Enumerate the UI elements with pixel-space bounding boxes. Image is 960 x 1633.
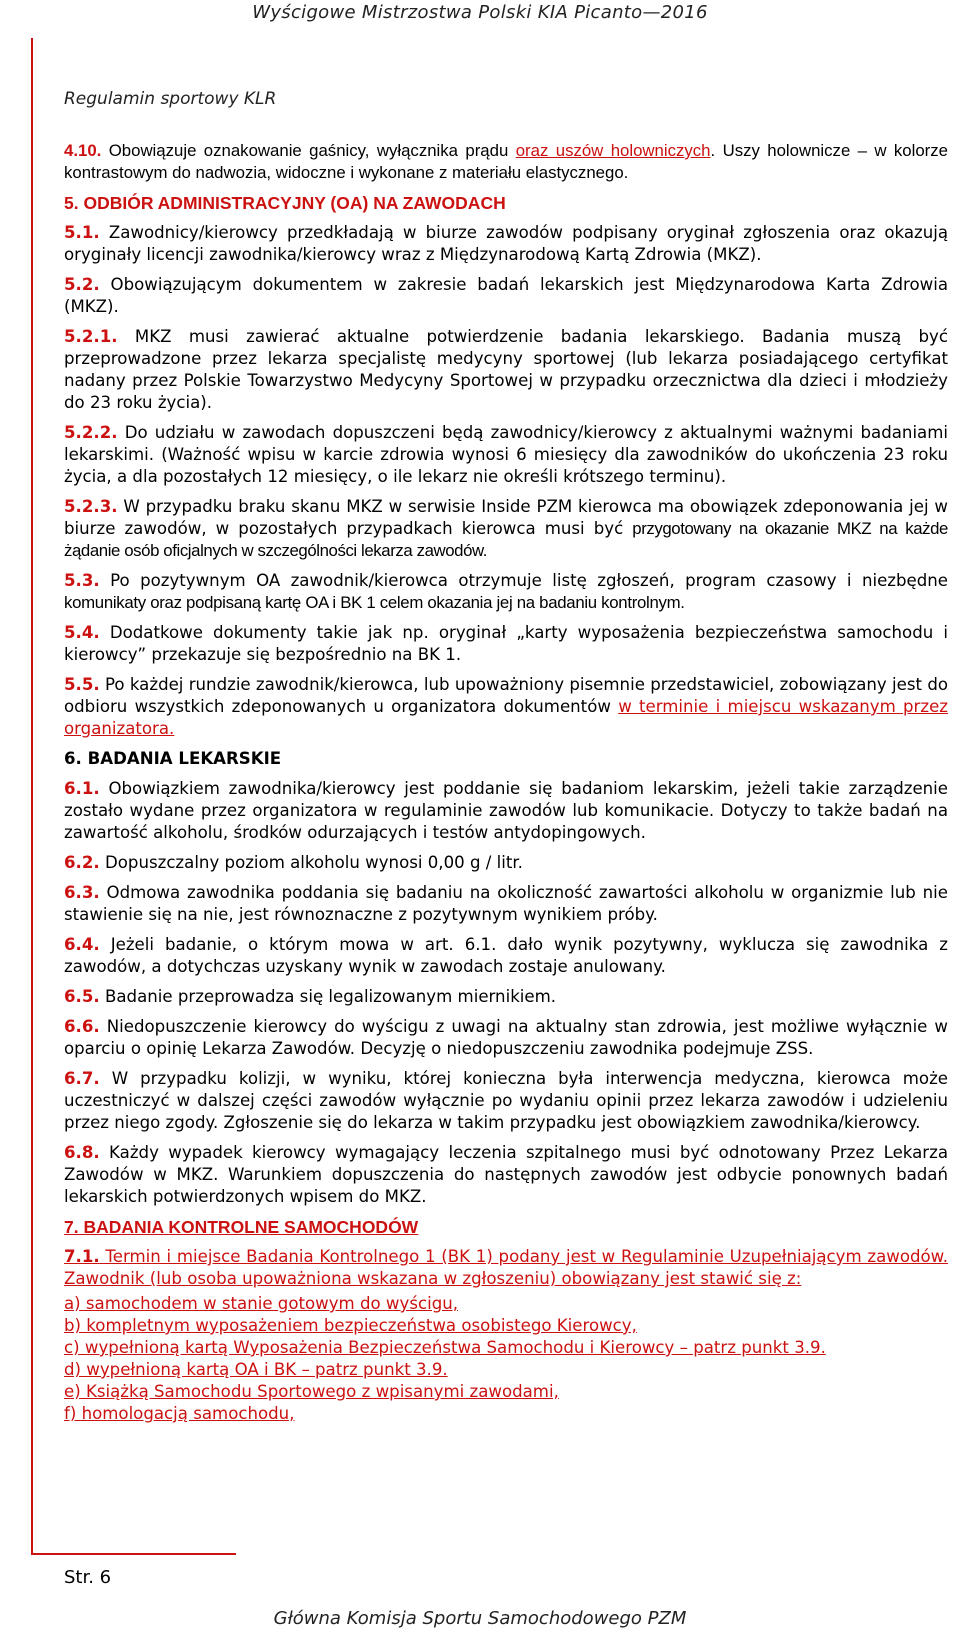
paragraph-text: Każdy wypadek kierowcy wymagający leczenia szpitalnego musi być odnotowany Przez Lekarza Zawodów w MKZ. Warunkiem dopuszczenia do następnych zawodów jest odbycie ponownych badań lekarskich potwierdzonych wpisem do MKZ. bbox=[64, 1143, 948, 1206]
list-item: a) samochodem w stanie gotowym do wyścigu, bbox=[64, 1294, 459, 1313]
paragraph-5-3 bbox=[64, 570, 948, 614]
footer-rule bbox=[31, 1553, 236, 1555]
section-7-heading: 7. BADANIA KONTROLNE SAMOCHODÓW bbox=[64, 1217, 419, 1237]
paragraph-number: 5.2.1. bbox=[64, 327, 118, 346]
paragraph-text: W przypadku kolizji, w wyniku, której konieczna była interwencja medyczna, kierowca może uczestniczyć w dalszej części zawodów wyłącznie po wydaniu opinii przez lekarza zawodów i udzieleniu przez niego zgody. Zgłoszenie się do lekarza w takim przypadku jest obowiązkiem zawodnika/kierowcy. bbox=[64, 1069, 948, 1132]
paragraph-text: Zawodnicy/kierowcy przedkładają w biurze zawodów podpisany oryginał zgłoszenia oraz okazują oryginały licencji zawodnika/kierowcy wraz z Międzynarodową Kartą Zdrowia (MKZ). bbox=[64, 223, 948, 264]
paragraph-text: Obowiązuje oznakowanie gaśnicy, wyłącznika prądu bbox=[101, 141, 516, 160]
paragraph-text: Do udziału w zawodach dopuszczeni będą zawodnicy/kierowcy z aktualnymi ważnymi badaniami lekarskimi. (Ważność wpisu w karcie zdrowia wynosi 6 miesięcy dla zawodników do ukończenia 23 roku życia, a dla pozostałych 12 miesięcy, o ile lekarz nie określi krótszego terminu). bbox=[64, 423, 948, 486]
paragraph-5-2-2 bbox=[64, 422, 948, 488]
paragraph-text: Dodatkowe dokumenty takie jak np. oryginał „karty wyposażenia bezpieczeństwa samochodu i kierowcy” przekazuje się bezpośrednio na BK 1. bbox=[64, 623, 948, 664]
paragraph-6-8 bbox=[64, 1142, 948, 1208]
paragraph-6-7 bbox=[64, 1068, 948, 1134]
paragraph-5-5 bbox=[64, 674, 948, 740]
list-item: e) Książką Samochodu Sportowego z wpisanymi zawodami, bbox=[64, 1382, 559, 1401]
paragraph-number: 6.3. bbox=[64, 883, 100, 902]
red-underlined-text: w terminie i miejscu wskazanym przez organizatora. bbox=[64, 697, 949, 738]
paragraph-6-3 bbox=[64, 882, 948, 926]
paragraph-number: 5.2.3. bbox=[64, 497, 118, 516]
paragraph-4-10 bbox=[64, 140, 948, 184]
paragraph-6-6 bbox=[64, 1016, 948, 1060]
paragraph-number: 7.1. bbox=[64, 1247, 100, 1266]
paragraph-7-1 bbox=[64, 1246, 948, 1290]
left-margin-rule bbox=[31, 38, 33, 1555]
paragraph-number: 6.8. bbox=[64, 1143, 100, 1162]
paragraph-text: Po pozytywnym OA zawodnik/kierowca otrzymuje listę zgłoszeń, program czasowy i niezbędne bbox=[99, 571, 948, 590]
red-underlined-text: oraz uszów holowniczych bbox=[515, 141, 711, 160]
paragraph-number: 5.3. bbox=[64, 571, 100, 590]
list-item: d) wypełnioną kartą OA i BK – patrz punkt 3.9. bbox=[64, 1360, 448, 1379]
paragraph-5-2-3 bbox=[64, 496, 948, 562]
paragraph-text: Odmowa zawodnika poddania się badaniu na okoliczność zawartości alkoholu w organizmie lub nie stawienie się na nie, jest równoznaczne z pozytywnym wynikiem próby. bbox=[64, 883, 948, 924]
paragraph-number: 6.7. bbox=[64, 1069, 100, 1088]
paragraph-number: 6.2. bbox=[64, 853, 100, 872]
paragraph-number: 5.1. bbox=[64, 223, 100, 242]
paragraph-text: Badanie przeprowadza się legalizowanym miernikiem. bbox=[99, 987, 557, 1006]
document-header-title: Wyścigowe Mistrzostwa Polski KIA Picanto—2016 bbox=[252, 2, 708, 23]
paragraph-number: 5.2. bbox=[64, 275, 100, 294]
paragraph-text: komunikaty oraz podpisaną kartę OA i BK 1 celem okazania jej na badaniu kontrolnym. bbox=[64, 593, 685, 612]
paragraph-text: Obowiązkiem zawodnika/kierowcy jest poddanie się badaniom lekarskim, jeżeli takie zarządzenie zostało wydane przez organizatora w regulaminie zawodów lub komunikacie. Dotyczy to także badań na zawartość alkoholu, środków odurzających i testów antydopingowych. bbox=[64, 779, 948, 842]
paragraph-text: Niedopuszczenie kierowcy do wyścigu z uwagi na aktualny stan zdrowia, jest możliwe wyłącznie w oparciu o opinię Lekarza Zawodów. Decyzję o niedopuszczeniu zawodnika podejmuje ZSS. bbox=[64, 1017, 948, 1058]
document-footer-org: Główna Komisja Sportu Samochodowego PZM bbox=[273, 1608, 687, 1629]
document-body bbox=[64, 140, 948, 1425]
paragraph-text: W przypadku braku skanu MKZ w serwisie Inside PZM kierowca ma obowiązek zdeponowania jej w biurze zawodów, w pozostałych przypadkach kierowca musi być bbox=[64, 497, 948, 538]
paragraph-text: Termin i miejsce Badania Kontrolnego 1 (BK 1) podany jest w Regulaminie Uzupełniającym zawodów. Zawodnik (lub osoba upoważniona wskazana w zgłoszeniu) obowiązany jest stawić się z: bbox=[64, 1247, 948, 1288]
paragraph-text: Jeżeli badanie, o którym mowa w art. 6.1. dało wynik pozytywny, wyklucza się zawodnika z zawodów, a dotychczas uzyskany wynik w zawodach zostaje anulowany. bbox=[64, 935, 948, 976]
paragraph-number: 6.1. bbox=[64, 779, 100, 798]
paragraph-number: 4.10. bbox=[64, 141, 102, 160]
paragraph-text: . Uszy holownicze – w kolorze kontrastowym do nadwozia, widoczne i wykonane z materiału elastycznego. bbox=[64, 141, 948, 182]
paragraph-number: 5.2.2. bbox=[64, 423, 118, 442]
paragraph-number: 6.4. bbox=[64, 935, 100, 954]
paragraph-6-1 bbox=[64, 778, 948, 844]
paragraph-5-2 bbox=[64, 274, 948, 318]
paragraph-text: Po każdej rundzie zawodnik/kierowca, lub upoważniony pisemnie przedstawiciel, zobowiązany jest do odbioru wszystkich zdeponowanych u organizatora dokumentów bbox=[64, 675, 948, 716]
paragraph-text: przygotowany na okazanie MKZ na każde żądanie osób oficjalnych w szczególności lekarza zawodów. bbox=[64, 519, 948, 560]
paragraph-6-2 bbox=[64, 852, 948, 874]
paragraph-6-5 bbox=[64, 986, 948, 1008]
paragraph-5-2-1 bbox=[64, 326, 948, 414]
section-6-heading: 6. BADANIA LEKARSKIE bbox=[64, 749, 282, 768]
paragraph-number: 5.4. bbox=[64, 623, 100, 642]
list-item: f) homologacją samochodu, bbox=[64, 1404, 295, 1423]
paragraph-text: Dopuszczalny poziom alkoholu wynosi 0,00 g / litr. bbox=[99, 853, 523, 872]
list-item: c) wypełnioną kartą Wyposażenia Bezpieczeństwa Samochodu i Kierowcy – patrz punkt 3.9. bbox=[64, 1338, 826, 1357]
paragraph-6-4 bbox=[64, 934, 948, 978]
section-5-heading: 5. ODBIÓR ADMINISTRACYJNY (OA) NA ZAWODACH bbox=[64, 193, 506, 213]
paragraph-number: 6.5. bbox=[64, 987, 100, 1006]
paragraph-text: Obowiązującym dokumentem w zakresie badań lekarskich jest Międzynarodowa Karta Zdrowia (MKZ). bbox=[64, 275, 948, 316]
requirements-list bbox=[64, 1293, 948, 1425]
page-number: Str. 6 bbox=[64, 1567, 112, 1588]
paragraph-5-4 bbox=[64, 622, 948, 666]
paragraph-5-1 bbox=[64, 222, 948, 266]
paragraph-number: 5.5. bbox=[64, 675, 100, 694]
document-subtitle: Regulamin sportowy KLR bbox=[64, 89, 277, 109]
list-item: b) kompletnym wyposażeniem bezpieczeństwa osobistego Kierowcy, bbox=[64, 1316, 637, 1335]
paragraph-text: MKZ musi zawierać aktualne potwierdzenie badania lekarskiego. Badania muszą być przeprowadzone przez lekarza specjalistę medycyny sportowej (lub lekarza posiadającego certyfikat nadany przez Polskie Towarzystwo Medycyny Sportowej w przypadku orzecznictwa dla dzieci i młodzieży do 23 roku życia). bbox=[64, 327, 948, 412]
paragraph-number: 6.6. bbox=[64, 1017, 100, 1036]
